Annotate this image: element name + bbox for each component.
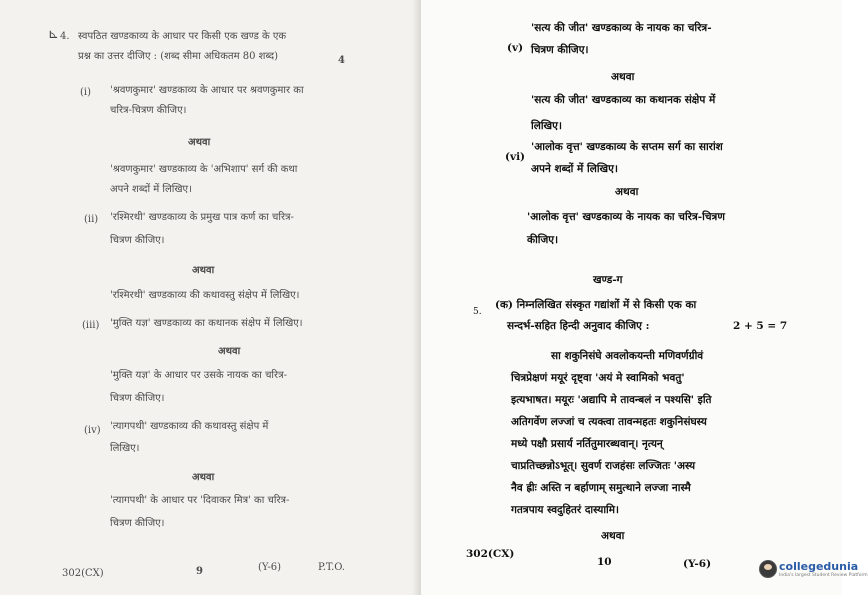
sanskrit-line: इत्यभाषत। मयूरः 'अद्यापि मे तावन्बलं न पश्यसि' इति [511,394,712,406]
item-num: (i) [80,87,92,98]
or-label: अथवा [192,265,215,276]
question-line: 'मुक्ति यज्ञ' खण्डकाव्य का कथानक संक्षेप में लिखिए। [110,318,303,329]
item-num: (iii) [82,320,100,331]
question-line: चित्रण कीजिए। [110,518,165,529]
question-line: 'रश्मिरथी' खण्डकाव्य के प्रमुख पात्र कर्ण का चरित्र- [110,212,294,223]
sanskrit-line: चाप्रतिच्छन्नोऽभूत्। सुवर्ण राजहंसः लज्जितः 'अस्य [511,460,696,472]
question-line: 'सत्य की जीत' खण्डकाव्य के नायक का चरित्र- [531,22,712,34]
question-line: चित्रण कीजिए। [110,393,165,404]
or-label: अथवा [611,71,635,83]
footer-pto: P.T.O. [318,562,346,573]
question-line: सन्दर्भ-सहित हिन्दी अनुवाद कीजिए : [507,320,650,332]
question-line: चित्रण कीजिए। [531,44,589,56]
brand-name: collegedunia [779,560,859,573]
question-line: चरित्र-चित्रण कीजिए। [110,105,187,116]
question-line: अपने शब्दों में लिखिए। [531,163,618,175]
question-line: 'आलोक वृत्त' खण्डकाव्य के सप्तम सर्ग का सारांश [531,141,723,153]
question-line: (क) निम्नलिखित संस्कृत गद्यांशों में से किसी एक का [495,299,697,311]
question-line: लिखिए। [531,120,562,132]
sanskrit-line: अतिगर्वेण लज्जां च त्यक्त्वा तावन्महतः शकुनिसंघस्य [511,416,707,428]
or-label: अथवा [218,346,241,357]
left-page [0,0,421,595]
question-line: 'श्रवणकुमार' खण्डकाव्य के 'अभिशाप' सर्ग की कथा [110,164,298,175]
margin-mark-icon: ⊾ [48,27,59,42]
q-number: 4. [60,31,70,42]
marks: 4 [338,55,345,66]
question-line: कीजिए। [527,234,559,246]
question-line: 'सत्य की जीत' खण्डकाव्य का कथानक संक्षेप में [531,94,716,106]
or-label: अथवा [615,186,639,198]
footer-set: (Y-6) [683,558,712,570]
question-line: लिखिए। [110,443,140,454]
item-num: (iv) [84,425,101,436]
question-line: अपने शब्दों में लिखिए। [110,184,192,195]
question-line: चित्रण कीजिए। [110,235,165,246]
q-number: 5. [473,307,482,317]
question-line: 'त्यागपथी' खण्डकाव्य की कथावस्तु संक्षेप में [110,421,269,432]
sanskrit-line: नैव ह्रीः अस्ति न बर्हाणाम् समुत्थाने लज्जा नास्मै [511,482,691,494]
sanskrit-line: गतत्रपाय स्वदुहितरं दास्यामि। [511,504,620,516]
collegedunia-logo-icon [759,560,777,578]
right-page [421,0,842,595]
footer-page: 10 [597,556,612,568]
section-heading: खण्ड-ग [593,274,623,286]
marks: 2 + 5 = 7 [733,320,788,332]
intro-line: स्वपठित खण्डकाव्य के आधार पर किसी एक खण्ड के एक [78,31,287,42]
question-line: 'मुक्ति यज्ञ' के आधार पर उसके नायक का चरित्र- [110,370,288,381]
sanskrit-line: चित्रप्रेक्षणं मयूरं दृष्ट्वा 'अयं मे स्वामिको भवतु' [511,372,685,384]
question-line: 'श्रवणकुमार' खण्डकाव्य के आधार पर श्रवणकुमार का [110,85,304,96]
footer-code: 302(CX) [466,548,515,560]
or-label: अथवा [601,530,625,542]
brand-tagline: India's largest Student Review Platform [779,573,868,578]
footer-set: (Y-6) [258,562,282,573]
item-num: (v) [507,42,524,54]
footer-code: 302(CX) [62,568,104,579]
sanskrit-line: मध्ये पक्षौ प्रसार्य नर्तितुमारब्धवान्। नृत्यन् [511,438,663,450]
question-line: 'रश्मिरथी' खण्डकाव्य की कथावस्तु संक्षेप में लिखिए। [110,290,300,301]
question-line: 'आलोक वृत्त' खण्डकाव्य के नायक का चरित्र-चित्रण [527,211,725,223]
sanskrit-line: सा शकुनिसंघे अवलोकयन्ती मणिवर्णग्रीवं [551,350,704,362]
intro-line: प्रश्न का उत्तर दीजिए : (शब्द सीमा अधिकतम 80 शब्द) [78,51,278,62]
question-line: 'त्यागपथी' के आधार पर 'दिवाकर मित्र' का चरित्र- [110,495,290,506]
item-num: (vi) [505,151,526,163]
item-num: (ii) [84,214,99,225]
or-label: अथवा [192,472,215,483]
footer-page: 9 [196,566,203,577]
or-label: अथवा [188,137,211,148]
